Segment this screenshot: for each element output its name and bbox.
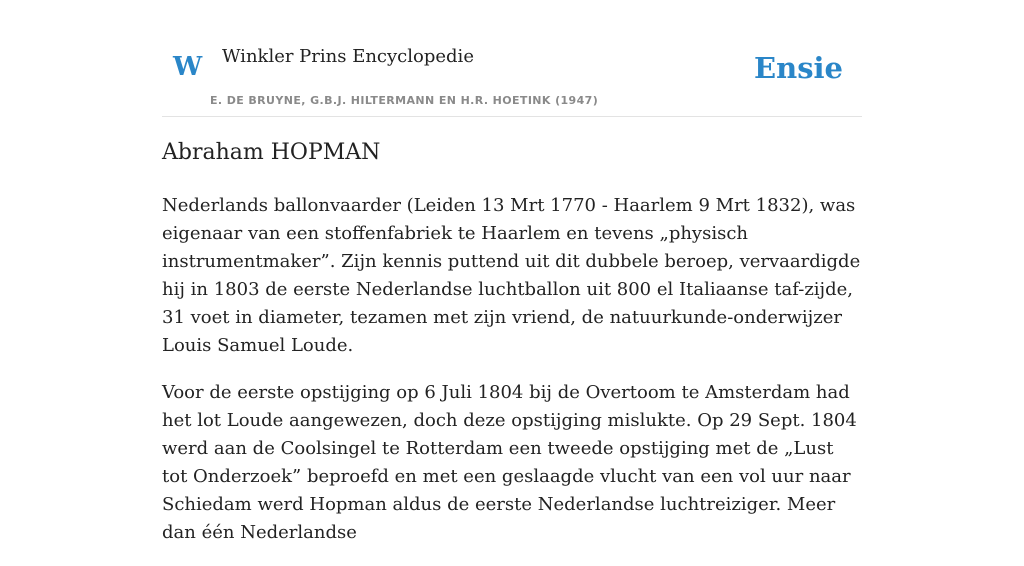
- ensie-brand-link[interactable]: Ensie: [754, 51, 843, 85]
- winkler-prins-logo[interactable]: W: [173, 52, 203, 82]
- site-header: [162, 0, 862, 117]
- article-body: [162, 192, 862, 566]
- article-paragraph: Nederlands ballonvaarder (Leiden 13 Mrt 1770 - Haarlem 9 Mrt 1832), was eigenaar van een stoffenfabriek te Haarlem en tevens „physisch instrumentmaker”. Zijn kennis puttend uit dit dubbele beroep, vervaardigde hij in 1803 de eerste Nederlandse luchtballon uit 800 el Italiaanse taf-zijde, 31 voet in diameter, tezamen met zijn vriend, de natuurkunde-onderwijzer Louis Samuel Loude.: [162, 195, 861, 356]
- encyclopedia-authors: E. DE BRUYNE, G.B.J. HILTERMANN EN H.R. HOETINK (1947): [210, 94, 599, 107]
- article-title: Abraham HOPMAN: [162, 140, 381, 165]
- article-paragraph: Voor de eerste opstijging op 6 Juli 1804 bij de Overtoom te Amsterdam had het lot Loude aangewezen, doch deze opstijging mislukte. Op 29 Sept. 1804 werd aan de Coolsingel te Rotterdam een tweede opstijging met de „Lust tot Onderzoek” beproefd en met een geslaagde vlucht van een vol uur naar Schiedam werd Hopman aldus de eerste Nederlandse luchtreiziger. Meer dan één Nederlandse: [162, 382, 857, 543]
- encyclopedia-title: Winkler Prins Encyclopedie: [222, 46, 474, 67]
